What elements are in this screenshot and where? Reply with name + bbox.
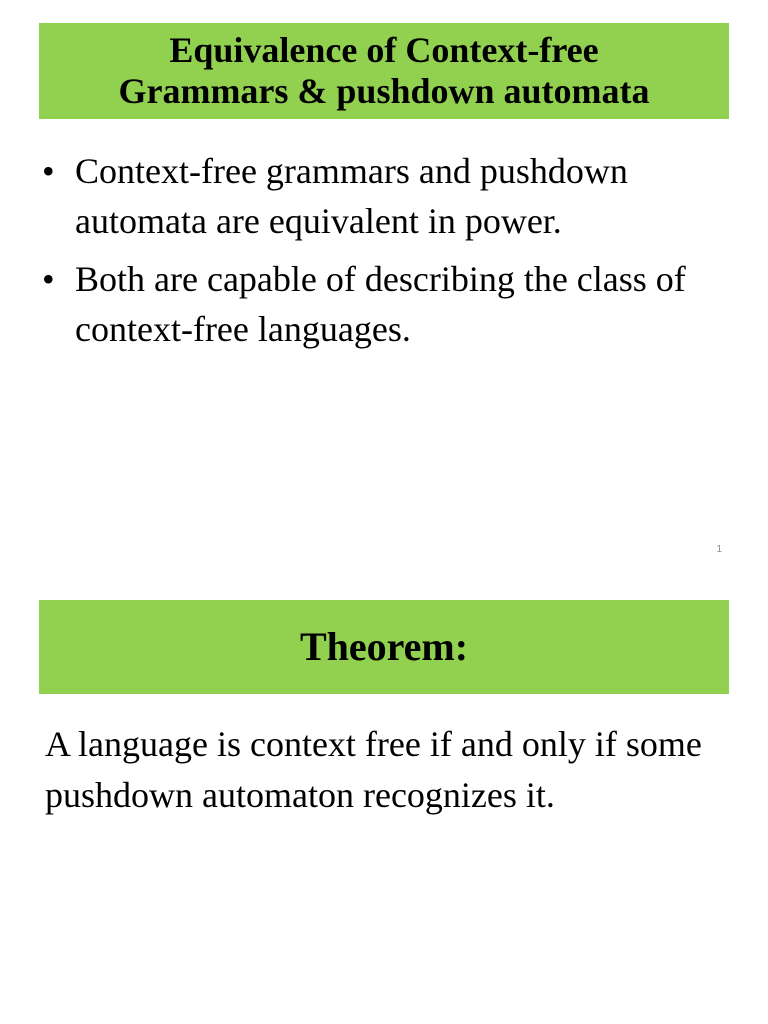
bullet-item [42, 254, 732, 354]
slide-1-title-line-2: Grammars & pushdown automata [118, 71, 650, 111]
bullet-dot-icon: • [42, 259, 55, 299]
slide-2 [0, 576, 768, 1024]
slide-2-title [39, 600, 729, 694]
bullet-dot-icon: • [42, 151, 55, 191]
bullet-text: Context-free grammars and pushdown automata are equivalent in power. [75, 151, 628, 241]
page-number: 1 [716, 544, 722, 555]
bullet-item [42, 146, 732, 246]
slide-1-title-line-1: Equivalence of Context-free [169, 30, 599, 70]
theorem-statement: A language is context free if and only if some pushdown automaton recognizes it. [45, 724, 702, 815]
bullet-list [42, 146, 732, 362]
slide-2-title-text: Theorem: [299, 624, 469, 669]
bullet-text: Both are capable of describing the class of context-free languages. [75, 259, 686, 349]
slide-1-title [39, 23, 729, 119]
